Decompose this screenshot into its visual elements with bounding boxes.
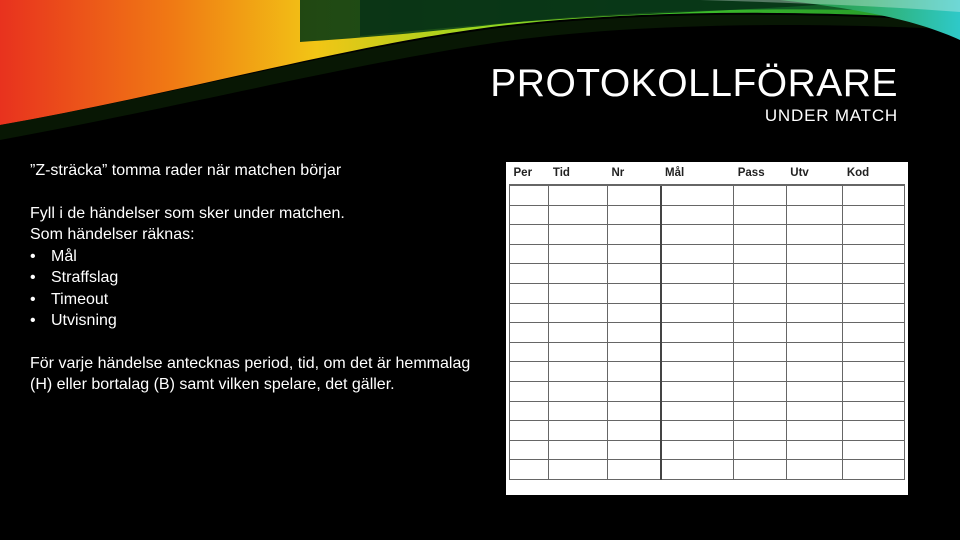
table-cell — [661, 283, 734, 303]
table-cell — [734, 401, 787, 421]
table-cell — [549, 323, 608, 343]
table-row — [510, 205, 905, 225]
column-header-tid: Tid — [549, 162, 608, 185]
table-cell — [734, 225, 787, 245]
table-cell — [734, 323, 787, 343]
table-cell — [661, 440, 734, 460]
table-cell — [661, 264, 734, 284]
column-header-nr: Nr — [607, 162, 661, 185]
table-cell — [843, 401, 905, 421]
event-item: • Mål — [30, 246, 490, 268]
table-cell — [843, 225, 905, 245]
column-header-mal: Mål — [661, 162, 734, 185]
table-cell — [549, 244, 608, 264]
table-cell — [607, 303, 661, 323]
table-cell — [607, 362, 661, 382]
paragraph2: För varje händelse antecknas period, tid, om det är hemmalag (H) eller bortalag (B) samt vilken spelare, det gäller. — [30, 354, 471, 393]
column-header-kod: Kod — [843, 162, 905, 185]
table-cell — [549, 283, 608, 303]
table-cell — [549, 460, 608, 480]
table-cell — [734, 264, 787, 284]
table-cell — [661, 323, 734, 343]
table-cell — [510, 401, 549, 421]
table-cell — [607, 283, 661, 303]
table-cell — [607, 342, 661, 362]
table-cell — [661, 205, 734, 225]
table-cell — [510, 225, 549, 245]
table-cell — [786, 303, 843, 323]
table-cell — [786, 401, 843, 421]
table-cell — [661, 362, 734, 382]
table-cell — [510, 244, 549, 264]
table-cell — [549, 440, 608, 460]
table-cell — [734, 283, 787, 303]
event-item: • Utvisning — [30, 310, 490, 332]
table-cell — [843, 440, 905, 460]
table-row — [510, 362, 905, 382]
table-header-row — [510, 162, 905, 185]
table-cell — [661, 303, 734, 323]
table-cell — [786, 225, 843, 245]
table-row — [510, 401, 905, 421]
table-cell — [786, 440, 843, 460]
table-cell — [510, 283, 549, 303]
table-cell — [734, 381, 787, 401]
table-cell — [549, 185, 608, 205]
table-cell — [510, 381, 549, 401]
table-cell — [607, 185, 661, 205]
table-cell — [607, 421, 661, 441]
table-row — [510, 440, 905, 460]
paragraph1-line2: Som händelser räknas: — [30, 226, 195, 243]
table-row — [510, 323, 905, 343]
table-cell — [843, 205, 905, 225]
table-cell — [843, 264, 905, 284]
table-cell — [549, 205, 608, 225]
table-cell — [843, 244, 905, 264]
intro-text: ”Z-sträcka” tomma rader när matchen börjar — [30, 162, 342, 179]
table-row — [510, 225, 905, 245]
table-cell — [661, 185, 734, 205]
table-cell — [510, 362, 549, 382]
table-cell — [786, 264, 843, 284]
table-cell — [786, 362, 843, 382]
column-header-pass: Pass — [734, 162, 787, 185]
table-cell — [786, 185, 843, 205]
table-cell — [510, 421, 549, 441]
table-cell — [607, 401, 661, 421]
table-cell — [843, 283, 905, 303]
table-body — [510, 185, 905, 479]
table-cell — [607, 205, 661, 225]
table-cell — [734, 205, 787, 225]
table-cell — [549, 303, 608, 323]
table-cell — [786, 421, 843, 441]
table-cell — [549, 421, 608, 441]
spacer — [30, 332, 490, 353]
table-cell — [661, 381, 734, 401]
table-cell — [607, 440, 661, 460]
table-row — [510, 244, 905, 264]
table-cell — [786, 283, 843, 303]
table-cell — [786, 323, 843, 343]
slide-subtitle: UNDER MATCH — [764, 106, 898, 125]
table-cell — [734, 244, 787, 264]
table-cell — [607, 225, 661, 245]
table-cell — [786, 342, 843, 362]
protocol-table — [509, 162, 905, 480]
table-cell — [510, 264, 549, 284]
table-row — [510, 185, 905, 205]
column-header-per: Per — [510, 162, 549, 185]
table-cell — [549, 362, 608, 382]
table-cell — [549, 342, 608, 362]
table-cell — [843, 381, 905, 401]
table-row — [510, 381, 905, 401]
table-cell — [843, 185, 905, 205]
table-cell — [510, 303, 549, 323]
table-cell — [786, 381, 843, 401]
spacer — [30, 182, 490, 203]
table-cell — [607, 460, 661, 480]
table-cell — [734, 362, 787, 382]
table-row — [510, 342, 905, 362]
table-row — [510, 264, 905, 284]
table-cell — [607, 323, 661, 343]
table-cell — [607, 264, 661, 284]
table-cell — [843, 342, 905, 362]
table-cell — [607, 381, 661, 401]
table-cell — [661, 244, 734, 264]
table-cell — [661, 225, 734, 245]
table-cell — [510, 205, 549, 225]
table-cell — [843, 303, 905, 323]
table-cell — [734, 185, 787, 205]
paragraph1-line1: Fyll i de händelser som sker under matchen. — [30, 204, 345, 222]
table-cell — [734, 303, 787, 323]
table-cell — [734, 460, 787, 480]
table-cell — [549, 264, 608, 284]
table-cell — [661, 342, 734, 362]
table-cell — [786, 205, 843, 225]
table-cell — [661, 460, 734, 480]
protocol-table-image — [506, 162, 908, 495]
table-cell — [786, 244, 843, 264]
slide-body — [30, 160, 490, 396]
table-cell — [510, 323, 549, 343]
table-cell — [786, 460, 843, 480]
slide-title: PROTOKOLLFÖRARE — [490, 62, 898, 105]
table-cell — [734, 342, 787, 362]
table-cell — [843, 421, 905, 441]
table-cell — [661, 401, 734, 421]
table-row — [510, 460, 905, 480]
table-cell — [510, 460, 549, 480]
table-row — [510, 303, 905, 323]
table-cell — [510, 185, 549, 205]
event-item: • Timeout — [30, 289, 490, 311]
table-cell — [549, 401, 608, 421]
table-cell — [843, 460, 905, 480]
table-cell — [734, 440, 787, 460]
table-row — [510, 421, 905, 441]
event-list — [30, 246, 490, 332]
event-item: • Straffslag — [30, 267, 490, 289]
table-cell — [734, 421, 787, 441]
table-cell — [607, 244, 661, 264]
table-cell — [510, 440, 549, 460]
table-cell — [843, 323, 905, 343]
table-cell — [549, 225, 608, 245]
table-cell — [549, 381, 608, 401]
table-cell — [510, 342, 549, 362]
table-cell — [843, 362, 905, 382]
column-header-utv: Utv — [786, 162, 843, 185]
table-row — [510, 283, 905, 303]
table-cell — [661, 421, 734, 441]
